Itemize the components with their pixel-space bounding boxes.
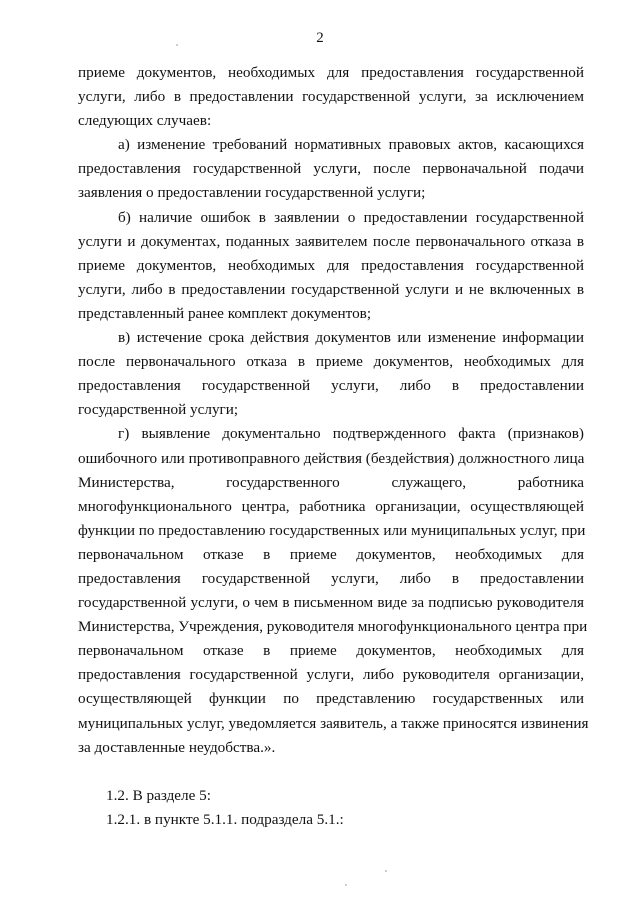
text-line: предоставления государственной услуги, либо в предоставлении [78,377,584,395]
text-line: ошибочного или противоправного действия (бездействия) должностного лица [78,449,585,467]
text-line: предоставления государственной услуги, после первоначальной подачи [78,160,584,178]
text-line: предоставления государственной услуги, либо руководителя организации, [78,666,584,684]
text-line: г) выявление документально подтвержденного факта (признаков) [118,425,584,443]
page-number: 2 [316,30,324,46]
text-line: осуществляющей функции по представлению государственных или [78,690,584,708]
text-line: приеме документов, необходимых для предоставления государственной [78,64,584,81]
text-line: приеме документов, необходимых для предоставления государственной [78,256,584,274]
paragraph-p0 [78,61,584,133]
text-line: государственной услуги; [78,401,239,419]
text-line: 1.2.1. в пункте 5.1.1. подраздела 5.1.: [106,810,344,828]
text-line: первоначальном отказе в приеме документов, необходимых для [78,642,584,660]
text-line: а) изменение требований нормативных правовых актов, касающихся [118,136,584,154]
text-line: государственной услуги, о чем в письменном виде за подписью руководителя [78,594,584,612]
text-line: Министерства, государственного служащего, работника [78,473,584,491]
text-line: 1.2. В разделе 5: [106,786,211,804]
paragraph-spacer [78,760,584,784]
scan-speck [345,884,347,886]
paragraph-s12 [78,784,584,808]
text-line: заявления о предоставлении государственной услуги; [78,184,426,202]
scan-speck [385,870,387,872]
text-line: предоставления государственной услуги, либо в предоставлении [78,569,584,587]
text-line: услуги и документах, поданных заявителем после первоначального отказа в [78,232,584,250]
text-line: следующих случаев: [78,112,212,130]
paragraph-pg [78,422,589,759]
paragraph-pv [78,326,584,422]
text-line: услуги, либо в предоставлении государственной услуги, за исключением [78,88,584,106]
text-line: б) наличие ошибок в заявлении о предоставлении государственной [118,208,584,226]
paragraph-pb [78,206,584,326]
text-line: муниципальных услуг, уведомляется заявитель, а также приносятся извинения [78,714,589,732]
text-line: многофункционального центра, работника организации, осуществляющей [78,497,584,515]
text-line: после первоначального отказа в приеме документов, необходимых для [78,353,584,371]
paragraph-s121 [78,808,584,832]
scan-speck [176,44,178,46]
text-line: в) истечение срока действия документов или изменение информации [118,329,584,347]
text-line: услуги, либо в предоставлении государственной услуги и не включенных в [78,280,584,298]
text-line: Министерства, Учреждения, руководителя многофункционального центра при [78,618,588,636]
document-body [78,61,589,832]
text-line: функции по предоставлению государственных или муниципальных услуг, при [78,521,586,539]
text-line: представленный ранее комплект документов; [78,304,372,322]
paragraph-pa [78,133,584,205]
text-line: первоначальном отказе в приеме документов, необходимых для [78,545,584,563]
text-line: за доставленные неудобства.». [78,738,276,756]
